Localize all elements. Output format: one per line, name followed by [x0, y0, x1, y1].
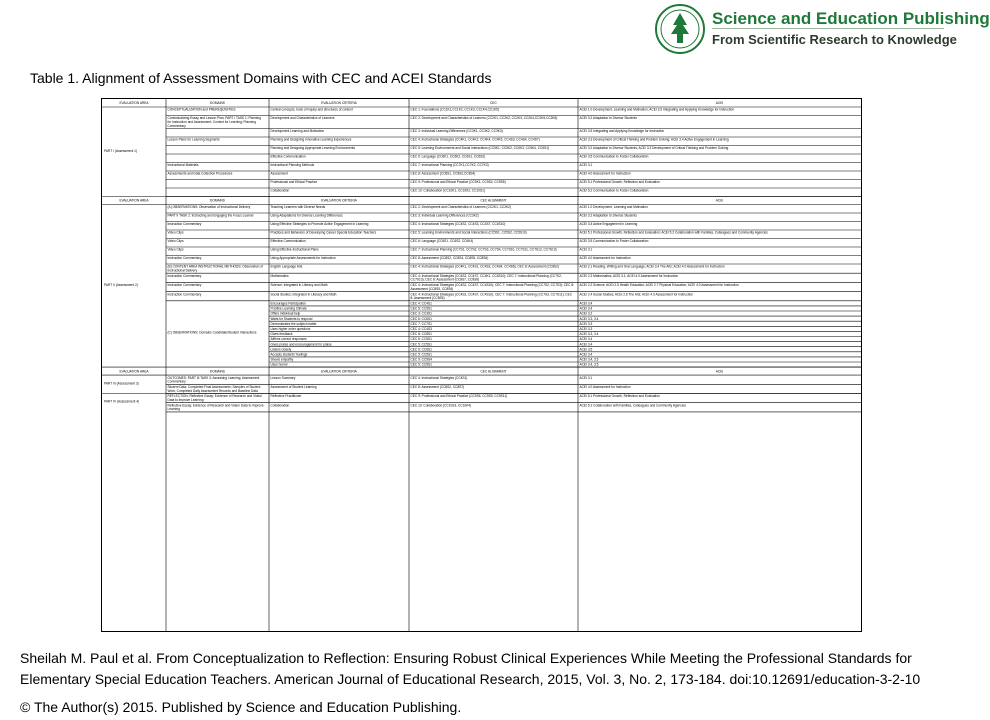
table-cell: Mathematics: [270, 273, 289, 278]
table-cell: ACEI 2.1 Reading, Writing and Oral Language; ACEI 3.4 The Arts; ACEI 4.0 Assessment for Instruction: [579, 264, 725, 269]
table-cell: Work; Completed Daily Assessment Records and Baseline Data: [167, 388, 258, 393]
observation-cec: CEC 6: CC6S1: [410, 347, 432, 352]
table-cell: Video Clips: [167, 230, 184, 235]
observation-cec: CEC 5: CC5S1: [410, 306, 432, 311]
table-cell: CEC 3: Individual Learning Differences (CC3K2): [410, 213, 479, 218]
observation-criterion: Offers individual help: [270, 311, 301, 316]
table-header-cell: CEC ALIGNMENT: [480, 369, 507, 374]
table-cell: Central concepts, tools of inquiry and structures of content: [270, 107, 353, 112]
table-cell: CEC 5: Learning Environments and Social Interactions (CC5K1, CC5K2, CC5K3, CC5K4, CC5S1): [410, 146, 550, 151]
table-cell: Student Data; Completed Final Assessments; Samples of Student: [167, 385, 261, 389]
table-cell: ACEI 5.1 Professional Growth, Reflection and Evaluation: [579, 394, 660, 399]
table-cell: Collaboration: [270, 188, 290, 193]
table-header-cell: EVALUATION CRITERIA: [321, 369, 357, 374]
table-cell: Using Effective Instructional Plans: [270, 247, 319, 252]
observation-cec: CEC 4: CC4S3: [410, 327, 432, 331]
observation-acei: ACEI 3.4: [579, 342, 593, 347]
table-cell: ACEI 5.2 Collaboration with Families, Colleagues and Community Agencies: [579, 403, 686, 408]
observation-acei: ACEI 3.3: [579, 321, 593, 326]
observation-acei: ACEI 3.4, 3.5: [579, 362, 599, 367]
table-cell: CEC 4: Instructional Strategies (CC4S2, CC4S7, CC4K1, CC4S10); CEC 7: Instructional Planning (CC7S2,: [410, 273, 562, 278]
table-cell: ACEI 3.5 Communication to Foster Collaboration: [579, 154, 649, 159]
part-label: PART II (Assessment 2): [104, 282, 138, 287]
observation-cec: CEC 8: CC8S1: [410, 332, 432, 337]
table-cell: PART II TASK 2: Instructing and Engaging the Focus Learner: [167, 213, 254, 218]
table-cell: CEC 8: Assessment (CC8S2, CC8S4, CC8S5, CC8S6): [410, 256, 489, 261]
table-header-cell: DOMAINS: [210, 369, 225, 374]
table-cell: CEC 4: Instructional Strategies (CC4K1, CC4S1, CC4S2, CC4S4, CC4S6); CEC 8: Assessment (CC8S2): [410, 264, 559, 269]
table-cell: OUTCOMES: PART III TASK 3: Assessing Learning; Assessment: [167, 375, 260, 380]
table-cell: Instruction Commentary: [167, 256, 202, 261]
table-cell: REFLECTION: Reflective Essay; Evidence of Research and Video/: [167, 394, 263, 399]
table-cell: ACEI 3.3 Development of Critical Thinking and Problem Solving; ACEI 3.4 Active Engagement in Learning: [579, 137, 729, 142]
observation-acei: ACEI 3.4: [579, 301, 593, 306]
table-cell: CEC 10: Collaboration (CC10S3, CC10K4): [410, 403, 472, 408]
table-cell: Instruction Commentary: [167, 292, 202, 297]
table-cell: Planning and Designing Appropriate Learning Environments: [270, 146, 356, 151]
part-label: PART III (Assessment 3): [104, 381, 139, 386]
table-cell: ACEI 2.4 Social Studies; ACEI 2.6 The Arts; ACEI 4.0 Assessment for Instruction: [579, 292, 694, 297]
table-cell: English Language Arts: [270, 264, 303, 269]
table-cell: ACEI 2.2 Science; ACEI 2.5 Health Education; ACEI 2.7 Physical Education; ACEI 4.0 Assessment for Instruction: [579, 283, 739, 288]
table-cell: CEC 4: Instructional Strategies (CC4S2, CC4S7, CC4S10); CEC 7: Instructional Planning (CC7S2, CC7S3); CEC 8:: [410, 283, 575, 288]
table-cell: CONCEPTUALIZATION and PREREQUISITIES: [167, 107, 236, 112]
table-cell: Practices and Behaviors of Developing Career Special Education Teachers: [270, 230, 377, 235]
table-header-cell: ACEI: [715, 101, 724, 106]
table-cell: CEC 5: Learning Environments and Social Interactions (CC5S1, CC5S2, CC5S10): [410, 230, 527, 235]
observation-cec: CEC 5: CC5S1: [410, 352, 432, 357]
table-cell: CEC 9: Professional and Ethical Practice (CC9K1, CC9S4, CC9S5): [410, 180, 506, 185]
observation-acei: ACEI 3.3: [579, 327, 593, 331]
table-cell: Planning and Designing Innovative Learning Experiences: [270, 137, 352, 142]
table-cell: ACEI 5.2 Communication to Foster Collaboration: [579, 188, 649, 193]
table-cell: Assessment (CC8S5, CC8S6): [410, 286, 454, 291]
observation-acei: ACEI 3.3, 3.4: [579, 332, 599, 337]
table-cell: CEC 4: Instructional Strategies (CC4S2, CC4S7, CC4S10); CEC 7: Instructional Planning (CC7S3, CC7S11); CEC: [410, 292, 573, 297]
table-cell: ACEI 3.4 Active Engagement in Learning: [579, 222, 638, 227]
table-cell: ACEI 5.1 Professional Growth, Reflection and Evaluation: [579, 180, 660, 185]
alignment-table-grid: [102, 99, 861, 631]
table-header-cell: DOMAINS: [210, 101, 225, 106]
table-header-cell: CEC ALIGNMENT: [480, 198, 507, 203]
table-cell: CEC 6: Language (CC6K1, CC6K2, CC6S1, CC6S2): [410, 154, 486, 159]
table-cell: CEC 1: Foundations (CC1K1,CC1K2, CC1K3, CC1K4,CC1K5): [410, 107, 499, 112]
table-cell: CEC 9: Professional and Ethical Practice (CC9S6, CC9S9, CC9S11): [410, 394, 508, 399]
observation-acei: ACEI 3.4: [579, 352, 593, 357]
table-cell: CEC 8: Assessment (CC8S1, CC8S2,CC8S4): [410, 171, 476, 176]
table-cell: CEC 8: Assessment (CC8S2, CC8S7): [410, 385, 465, 389]
table-cell: ACEI 3.5 Communication to Foster Collaboration: [579, 239, 649, 244]
observation-acei: ACEI 3.3, 3.4: [579, 316, 599, 321]
table-cell: CEC 4: Instructional Strategies (CC4S2, CC4S3, CC4S7, CC4S10): [410, 222, 506, 227]
part-label: PART IV (Assessment 4): [104, 399, 140, 404]
table-cell: ACEI 3.1: [579, 375, 593, 380]
table-cell: ACEI 3.2 Adaptation to Diverse Students; ACEI 3.3 Development of Critical Thinking and Problem Solving: [579, 146, 729, 151]
table-cell: ACEI 3.2 Adaptation to Diverse Students: [579, 213, 637, 218]
observation-criterion: Uses higher order questions: [270, 327, 311, 331]
table-cell: Science; Integrated in Literacy and Math: [270, 283, 328, 288]
table-cell: Commentary: [167, 379, 186, 384]
observation-domain: (C) OBSERVATIONS: Domains Candidate/Student Interactions: [167, 330, 257, 335]
table-cell: ACEI 1.0 Development, Learning and Motivation: [579, 205, 648, 210]
table-cell: Using Adaptations for Diverse Learning Differences: [270, 213, 343, 218]
table-cell: Effective Communication: [270, 154, 306, 159]
table-cell: (B) CONTENT AREA INSTRUCTIONAL METHODS: Observation of: [167, 264, 263, 269]
observation-criterion: Listens closely: [270, 347, 292, 352]
observation-cec: CEC 5: CC5S1: [410, 337, 432, 342]
table-cell: Instruction Commentary: [167, 222, 202, 227]
table-cell: ACEI 4.0 Assessment for Instruction: [579, 171, 631, 176]
table-cell: CEC 4: Instructional Strategies (CC4K1, CC4K2, CC4K4, CC4K5, CC4S3, CC4S4, CC4S7): [410, 137, 540, 142]
copyright: © The Author(s) 2015. Published by Science and Education Publishing.: [20, 699, 462, 715]
observation-acei: ACEI 3.5: [579, 347, 593, 352]
table-cell: (A) OBSERVATIONS: Observation of Instructional Delivery: [167, 205, 251, 210]
table-cell: Instruction Commentary: [167, 283, 202, 288]
table-title: Table 1. Alignment of Assessment Domains with CEC and ACEI Standards: [30, 70, 492, 86]
table-cell: Assessments and Data Collection Procedures: [167, 171, 233, 176]
observation-criterion: Accepts students' feelings: [270, 352, 308, 357]
table-header-cell: EVALUATION AREA: [119, 198, 149, 203]
observation-cec: CEC 9: CC9S4: [410, 357, 432, 362]
table-cell: CEC 2: Development and Characteristics of Learners (CC2K1, CC2K2): [410, 205, 511, 210]
table-header-cell: EVALUATION CRITERIA: [321, 101, 357, 106]
table-cell: ACEI 4.0 Assessment for Instruction: [579, 385, 631, 389]
observation-cec: CEC 5: CC5S1: [410, 362, 432, 367]
observation-criterion: Positive Learning Climate: [270, 306, 307, 311]
table-cell: Teaching Learners with Diverse Needs: [270, 205, 326, 210]
publisher-name: Science and Education Publishing: [712, 9, 990, 28]
table-cell: ACEI 5.1 Professional Growth, Reflection and Evaluation; ACEI 5.2 Collaboration with Families, Colleagues and Community Agencies: [579, 230, 768, 235]
table-cell: Development and Characteristics of Learners: [270, 116, 335, 121]
table-cell: CC7S13); CEC 8: Assessment (CC8S7, CC8S8): [410, 277, 480, 282]
table-cell: Reflective Essay; Evidence of Research and Video/ Data to Improve: [167, 403, 264, 408]
observation-criterion: Demonstrates the subject matter: [270, 321, 317, 326]
alignment-table: [101, 98, 862, 632]
table-cell: for Instruction and Assessment; Context for Learning; Planning: [167, 120, 256, 124]
table-cell: Using Appropriate Assessments for Instruction: [270, 256, 336, 261]
observation-cec: CEC 7: CC7S1: [410, 321, 432, 326]
table-cell: Lesson Summary: [270, 375, 296, 380]
table-cell: Instructional Materials: [167, 163, 199, 168]
table-cell: Commentary: [167, 123, 186, 128]
table-header-cell: ACEI: [715, 198, 724, 203]
table-cell: ACEI 3.1: [579, 247, 593, 252]
table-cell: ACEI 2.3 Mathematics; ACEI 3.1; ACEI 4.0 Assessment for Instruction: [579, 273, 679, 278]
table-cell: Professional and Ethical Practice: [270, 180, 318, 185]
observation-criterion: Uses humor: [270, 362, 288, 367]
table-cell: CEC 7: Instructional Planning (CC7S1, CC7S2, CC7S3, CC7S4, CC7S10, CC7S11, CC7S12, CC7S13): [410, 247, 557, 252]
table-cell: Reflective Practitioner: [270, 394, 302, 399]
table-header-cell: ACEI: [715, 369, 724, 374]
table-cell: CEC 4: Instructional Strategies (CC4S1): [410, 375, 468, 380]
table-cell: CEC 6: Language (CC6S1, CC6S2, CC6K4): [410, 239, 474, 244]
table-cell: CEC 10: Collaboration (CC10K1, CC10K2, CC10S1): [410, 188, 485, 193]
table-cell: ACEI 3.5 Integrating and Applying Knowledge for Instruction: [579, 129, 665, 134]
part-label: PART I (Assessment 1): [104, 148, 137, 153]
table-cell: Contextualizing Essay and Lesson Plan; PART I TASK 1: Planning: [167, 116, 261, 121]
observation-acei: ACEI 3.4: [579, 306, 593, 311]
publisher-tagline: From Scientific Research to Knowledge: [712, 32, 957, 47]
table-cell: Assessment: [270, 171, 288, 176]
brand-divider: [712, 28, 944, 29]
observation-cec: CEC 5: CC5S1: [410, 342, 432, 347]
observation-criterion: Gives feedback: [270, 332, 293, 337]
table-cell: Learning: [167, 407, 180, 412]
table-cell: 8: Assessment (CC8S5): [410, 296, 445, 301]
observation-acei: ACEI 3.2: [579, 311, 593, 316]
observation-cec: CEC 6: CC6S1: [410, 316, 432, 321]
table-cell: Collaboration: [270, 403, 290, 408]
table-header-cell: EVALUATION AREA: [119, 101, 149, 106]
observation-criterion: Waits for Students to respond: [270, 316, 313, 321]
table-cell: Effective Communication: [270, 239, 306, 244]
table-cell: Video Clips: [167, 247, 184, 252]
table-cell: CEC 7: Instructional Planning (CC7K1,CC7K2, CC7K3): [410, 163, 489, 168]
observation-criterion: Shows empathy: [270, 357, 294, 362]
table-cell: ACEI 4.0 Assessment for Instruction: [579, 256, 631, 261]
table-cell: ACEI 3.1: [579, 163, 593, 168]
table-cell: Instructional Delivery: [167, 268, 198, 273]
publisher-emblem-icon: [654, 3, 706, 55]
observation-criterion: Gives praise and encouragement for praise: [270, 342, 332, 347]
table-cell: ACEI 3.2 Adaptation to Diverse Students: [579, 116, 637, 121]
table-cell: Development Learning and Motivation: [270, 129, 325, 134]
table-header-cell: EVALUATION CRITERIA: [321, 198, 357, 203]
observation-cec: CEC 4: CC4S1: [410, 301, 432, 306]
table-cell: Data to Improve Learning: [167, 398, 204, 402]
observation-criterion: Affirms correct responses: [270, 337, 307, 342]
citation: Sheilah M. Paul et al. From Conceptualization to Reflection: Ensuring Robust Clinical Experiences While Meeting the Professional Standards for Elementary Special Education Teachers. American Journal of Educational Research, 2015, Vol. 3, No. 2, 173-184. doi:10.12691/education-3-2-10: [20, 650, 921, 687]
table-cell: ACEI 1.0 Development, Learning and Motivation; ACEI 3.5 Integrating and Applying Knowledge for Instruction: [579, 107, 735, 112]
table-cell: Instructional Planning Methods: [270, 163, 315, 168]
table-header-cell: DOMAINS: [210, 198, 225, 203]
table-header-cell: CEC: [490, 101, 497, 106]
observation-criterion: Encourages Participation: [270, 301, 306, 306]
table-cell: Assessment of Student Learning: [270, 385, 317, 389]
table-cell: Social Studies; Integrated in Literacy and Math: [270, 292, 337, 297]
observation-cec: CEC 3: CC3S1: [410, 311, 432, 316]
observation-acei: ACEI 3.4, 3.5: [579, 357, 599, 362]
table-cell: CEC 2: Development and Characteristics of Learners (CC2K1, CC2K2, CC2K3, CC2K4,CC2K5,CC2K6): [410, 116, 558, 121]
table-cell: Using Effective Strategies to Promote Active Engagement in Learning: [270, 222, 369, 227]
table-header-cell: EVALUATION AREA: [119, 369, 149, 374]
observation-acei: ACEI 3.4: [579, 337, 593, 342]
table-cell: Lesson Plans for Learning Segments: [167, 137, 220, 142]
table-cell: Video Clips: [167, 239, 184, 244]
table-cell: CEC 3: Individual Learning Differences (CC3K1, CC3K2, CC3K3): [410, 129, 503, 134]
table-cell: Instruction Commentary: [167, 273, 202, 278]
